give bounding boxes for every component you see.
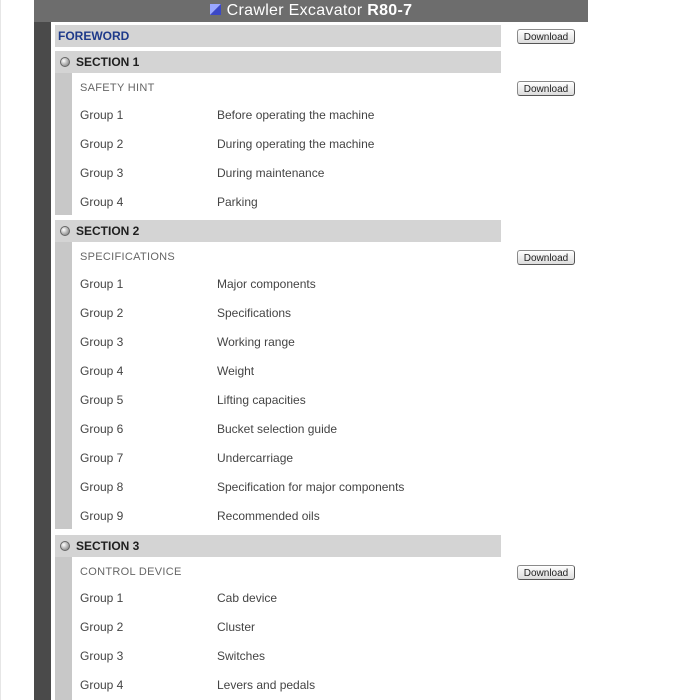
group-description[interactable]: Recommended oils	[217, 509, 320, 523]
group-label[interactable]: Group 1	[80, 108, 124, 122]
section-rail	[55, 242, 72, 529]
group-label[interactable]: Group 5	[80, 393, 124, 407]
group-description[interactable]: Bucket selection guide	[217, 422, 338, 436]
title-regular: Crawler Excavator	[226, 2, 363, 19]
group-label[interactable]: Group 4	[80, 195, 124, 209]
group-description[interactable]: Major components	[217, 277, 316, 291]
foreword-download-button[interactable]: Download	[517, 29, 575, 44]
section-title: SECTION 2	[76, 224, 140, 238]
group-description[interactable]: Working range	[217, 335, 295, 349]
section-header[interactable]	[55, 535, 501, 557]
section-subtitle: CONTROL DEVICE	[80, 566, 182, 578]
section-title: SECTION 1	[76, 55, 140, 69]
bullet-icon	[60, 57, 70, 67]
excavator-logo-icon	[210, 4, 221, 15]
page-title	[34, 0, 588, 22]
group-description[interactable]: Parking	[217, 195, 258, 209]
group-label[interactable]: Group 2	[80, 620, 124, 634]
group-description[interactable]: Specifications	[217, 306, 292, 320]
section-rail	[55, 73, 72, 215]
group-label[interactable]: Group 1	[80, 591, 124, 605]
group-description[interactable]: Lifting capacities	[217, 393, 306, 407]
section-title: SECTION 3	[76, 539, 140, 553]
group-label[interactable]: Group 4	[80, 678, 124, 692]
group-label[interactable]: Group 8	[80, 480, 124, 494]
left-rail	[34, 22, 51, 700]
bullet-icon	[60, 226, 70, 236]
foreword-label[interactable]: FOREWORD	[58, 29, 130, 43]
section-download-button[interactable]: Download	[517, 250, 575, 265]
section-header[interactable]	[55, 51, 501, 73]
group-description[interactable]: Cab device	[217, 591, 278, 605]
group-description[interactable]: Weight	[217, 364, 255, 378]
group-description[interactable]: Undercarriage	[217, 451, 294, 465]
bullet-icon	[60, 541, 70, 551]
section-download-button[interactable]: Download	[517, 81, 575, 96]
group-label[interactable]: Group 6	[80, 422, 124, 436]
group-description[interactable]: Levers and pedals	[217, 678, 316, 692]
group-label[interactable]: Group 4	[80, 364, 124, 378]
group-label[interactable]: Group 2	[80, 306, 124, 320]
group-label[interactable]: Group 3	[80, 649, 124, 663]
group-label[interactable]: Group 2	[80, 137, 124, 151]
group-label[interactable]: Group 1	[80, 277, 124, 291]
group-label[interactable]: Group 9	[80, 509, 124, 523]
group-description[interactable]: Before operating the machine	[217, 108, 375, 122]
section-download-button[interactable]: Download	[517, 565, 575, 580]
section-rail	[55, 557, 72, 700]
foreword-row[interactable]	[55, 25, 501, 47]
section-subtitle: SAFETY HINT	[80, 82, 155, 94]
group-label[interactable]: Group 3	[80, 166, 124, 180]
group-description[interactable]: Switches	[217, 649, 266, 663]
page-edge	[0, 0, 1, 700]
group-description[interactable]: During maintenance	[217, 166, 325, 180]
group-label[interactable]: Group 3	[80, 335, 124, 349]
group-description[interactable]: During operating the machine	[217, 137, 375, 151]
section-subtitle: SPECIFICATIONS	[80, 251, 176, 263]
title-model: R80-7	[367, 2, 413, 19]
section-header[interactable]	[55, 220, 501, 242]
group-description[interactable]: Cluster	[217, 620, 256, 634]
group-description[interactable]: Specification for major components	[217, 480, 405, 494]
group-label[interactable]: Group 7	[80, 451, 124, 465]
